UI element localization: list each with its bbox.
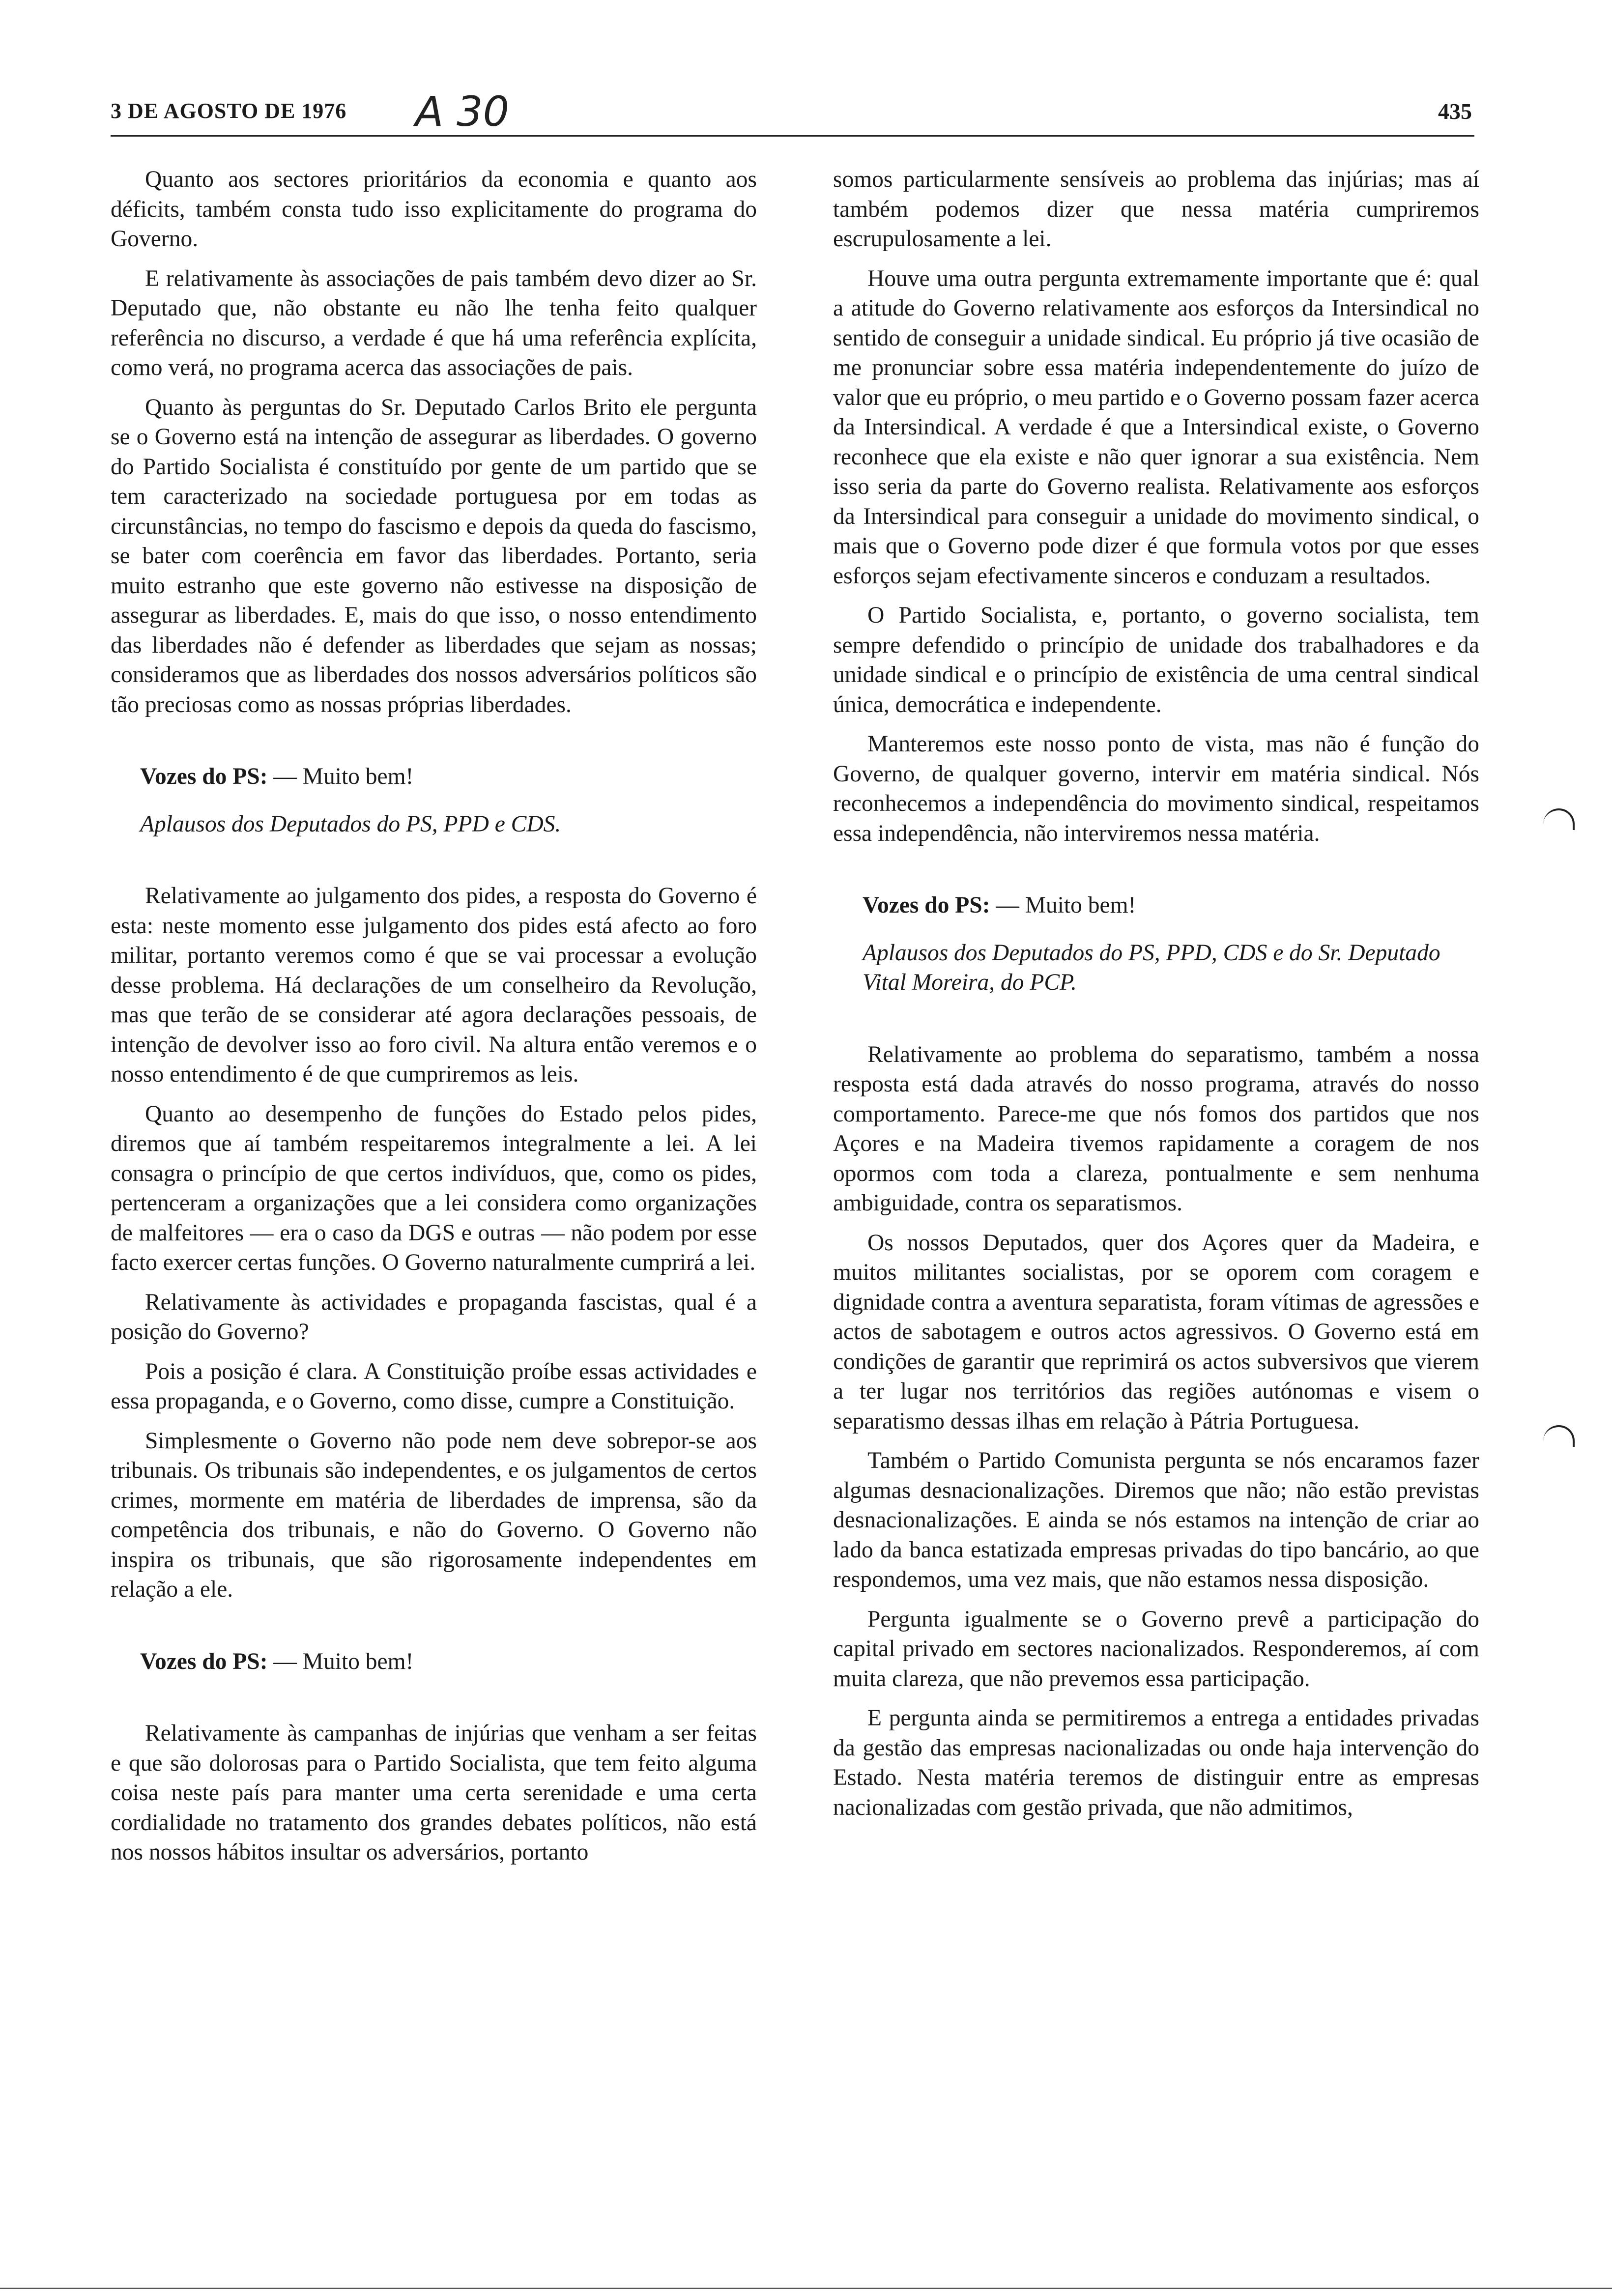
speaker-name: Vozes do PS: [863, 892, 990, 918]
paragraph: Pois a posição é clara. A Constituição proíbe essas actividades e essa propaganda, e o Governo, como disse, cumpre a Constituição. [111, 1358, 757, 1414]
paragraph: Simplesmente o Governo não pode nem deve sobrepor-se aos tribunais. Os tribunais são independentes, e os julgamentos de certos crimes, mormente em matéria de liberdades de imprensa, são da competência dos tribunais, e não do Governo. O Governo não inspira os tribunais, que são rigorosamente independentes em relação a ele. [111, 1428, 757, 1602]
paragraph: Relativamente às actividades e propaganda fascistas, qual é a posição do Governo? [111, 1289, 757, 1345]
speaker-name: Vozes do PS: [140, 1648, 268, 1674]
speaker-text: — Muito bem! [267, 764, 414, 789]
paragraph: Quanto aos sectores prioritários da economia e quanto aos déficits, também consta tudo isso explicitamente do programa do Governo. [111, 167, 757, 252]
header-rule [111, 135, 1474, 137]
paragraph: somos particularmente sensíveis ao problema das injúrias; mas aí também podemos dizer que nessa matéria cumpriremos escrupulosamente a lei. [833, 167, 1479, 252]
margin-bracket-mark [1543, 1425, 1575, 1447]
paragraph: Pergunta igualmente se o Governo prevê a participação do capital privado em sectores nacionalizados. Responderemos, aí com muita clareza, que não prevemos essa participação. [833, 1606, 1479, 1692]
paragraph: E pergunta ainda se permitiremos a entrega a entidades privadas da gestão das empresas nacionalizadas ou onde haja intervenção do Estado. Nesta matéria teremos de distinguir entre as empresas nacionalizadas com gestão privada, que não admitimos, [833, 1705, 1479, 1820]
paragraph: Relativamente ao julgamento dos pides, a resposta do Governo é esta: neste momento esse julgamento dos pides está afecto ao foro militar, portanto veremos como é que se vai processar a evolução desse problema. Há declarações de um conselheiro da Revolução, mas que terão de se considerar até agora declarações pessoais, de intenção de devolver isso ao foro civil. Na altura então veremos e o nosso entendimento é de que cumpriremos as leis. [111, 883, 757, 1087]
applause-note: Aplausos dos Deputados do PS, PPD, CDS e do Sr. Deputado Vital Moreira, do PCP. [863, 940, 1440, 995]
page-number: 435 [1438, 99, 1472, 124]
speaker-line [111, 1647, 757, 1677]
right-column [833, 165, 1479, 1822]
paragraph: Relativamente ao problema do separatismo, também a nossa resposta está dada através do nosso programa, através do nosso comportamento. Parece-me que nós fomos dos partidos que nos Açores e na Madeira tivemos rapidamente a coragem de nos opormos com toda a clareza, pontualmente e sem nenhuma ambiguidade, contra os separatismos. [833, 1041, 1479, 1216]
paragraph: E relativamente às associações de pais também devo dizer ao Sr. Deputado que, não obstante eu não lhe tenha feito qualquer referência no discurso, a verdade é que há uma referência explícita, como verá, no programa acerca das associações de pais. [111, 265, 757, 380]
margin-bracket-mark [1543, 808, 1575, 830]
applause-note: Aplausos dos Deputados do PS, PPD e CDS. [140, 811, 561, 837]
paragraph: Relativamente às campanhas de injúrias que venham a ser feitas e que são dolorosas para o Partido Socialista, que tem feito alguma coisa neste país para manter uma certa serenidade e uma certa cordialidade no tratamento dos grandes debates políticos, não está nos nossos hábitos insultar os adversários, portanto [111, 1721, 757, 1865]
left-column [111, 165, 757, 1867]
paragraph: Quanto às perguntas do Sr. Deputado Carlos Brito ele pergunta se o Governo está na intenção de assegurar as liberdades. O governo do Partido Socialista é constituído por gente de um partido que se tem caracterizado na sociedade portuguesa por em todas as circunstâncias, no tempo do fascismo e depois da queda do fascismo, se bater com coerência em favor das liberdades. Portanto, seria muito estranho que este governo não estivesse na disposição de assegurar as liberdades. E, mais do que isso, o nosso entendimento das liberdades não é defender as liberdades que sejam as nossas; consideramos que as liberdades dos nossos adversários políticos são tão preciosas como as nossas próprias liberdades. [111, 394, 757, 718]
paragraph: Quanto ao desempenho de funções do Estado pelos pides, diremos que aí também respeitaremos integralmente a lei. A lei consagra o princípio de que certos indivíduos, que, como os pides, pertenceram a organizações que a lei considera como organizações de malfeitores — era o caso da DGS e outras — não podem por esse facto exercer certas funções. O Governo naturalmente cumprirá a lei. [111, 1101, 757, 1275]
paragraph: Manteremos este nosso ponto de vista, mas não é função do Governo, de qualquer governo, intervir em matéria sindical. Nós reconhecemos a independência do movimento sindical, respeitamos essa independência, não interviremos nessa matéria. [833, 731, 1479, 846]
speaker-line [111, 762, 757, 792]
page-header [111, 87, 1472, 136]
scan-edge-line [0, 2288, 1612, 2289]
paragraph: O Partido Socialista, e, portanto, o governo socialista, tem sempre defendido o princípio de unidade dos trabalhadores e da unidade sindical e o princípio de existência de uma central sindical única, democrática e independente. [833, 603, 1479, 718]
speaker-text: — Muito bem! [267, 1648, 414, 1674]
speaker-line [833, 890, 1479, 920]
paragraph: Os nossos Deputados, quer dos Açores quer da Madeira, e muitos militantes socialistas, por se oporem com coragem e dignidade contra a aventura separatista, foram vítimas de agressões e actos de sabotagem e outros actos agressivos. O Governo está em condições de garantir que reprimirá os actos subversivos que vierem a ter lugar nos territórios das regiões autónomas e visem o separatismo dessas ilhas em relação à Pátria Portuguesa. [833, 1230, 1479, 1434]
speaker-text: — Muito bem! [990, 892, 1136, 918]
paragraph: Houve uma outra pergunta extremamente importante que é: qual a atitude do Governo relativamente aos esforços da Intersindical no sentido de conseguir a unidade sindical. Eu próprio já tive ocasião de me pronunciar sobre essa matéria independentemente do juízo de valor que eu próprio, o meu partido e o Governo possam fazer acerca da Intersindical. A verdade é que a Intersindical existe, o Governo reconhece que ela existe e não quer ignorar a sua existência. Nem isso seria da parte do Governo realista. Relativamente aos esforços da Intersindical para conseguir a unidade do movimento sindical, o mais que o Governo pode dizer é que formula votos por que esses esforços sejam efectivamente sinceros e conduzam a resultados. [833, 265, 1479, 589]
paragraph: Também o Partido Comunista pergunta se nós encaramos fazer algumas desnacionalizações. Diremos que não; não estão previstas desnacionalizações. E ainda se nós estamos na intenção de criar ao lado da banca estatizada empresas privadas do tipo bancário, ao que respondemos, uma vez mais, que não estamos nessa disposição. [833, 1448, 1479, 1592]
handwritten-mark: A 30 [415, 87, 510, 136]
speaker-name: Vozes do PS: [140, 764, 268, 789]
header-date: 3 DE AGOSTO DE 1976 [111, 99, 347, 123]
